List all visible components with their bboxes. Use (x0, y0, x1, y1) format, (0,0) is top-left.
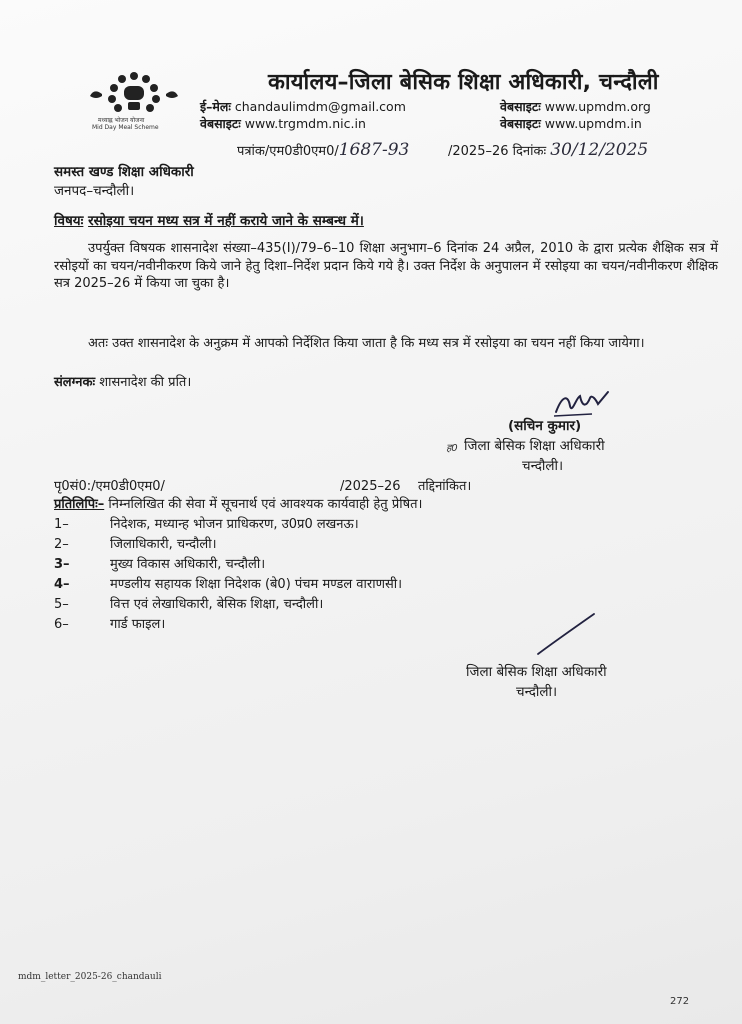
list-item-number: 4– (54, 577, 70, 592)
signatory-2-place: चन्दौली। (516, 684, 558, 700)
signatory-place: चन्दौली। (522, 458, 564, 474)
signature-1 (552, 386, 612, 420)
date-line (448, 140, 648, 160)
handwritten-date: 30/12/2025 (550, 140, 649, 160)
subject-line (54, 211, 364, 229)
body-paragraph-1: उपर्युक्त विषयक शासनादेश संख्या–435(I)/79–6–10 शिक्षा अनुभाग–6 दिनांक 24 अप्रैल, 2010 के द्वारा प्रत्येक शैक्षिक सत्र में रसोइयों का चयन/नवीनीकरण किये जाने हेतु दिशा–निर्देश प्रदान किये गये है। उक्त निर्देश के अनुपालन में रसोइया का चयन/नवीनीकरण शैक्षिक सत्र 2025–26 में किया जा चुका है। (54, 241, 718, 291)
addressee-line-1: समस्त खण्ड शिक्षा अधिकारी (54, 164, 194, 180)
office-title: कार्यालय–जिला बेसिक शिक्षा अधिकारी, चन्दौली (268, 70, 659, 95)
signatory-designation: जिला बेसिक शिक्षा अधिकारी (464, 438, 605, 454)
copy-intro-line (54, 496, 422, 514)
list-item (54, 516, 359, 534)
enclosure-label: संलग्नकः (54, 375, 96, 390)
list-item-text: मण्डलीय सहायक शिक्षा निदेशक (बे0) पंचम मण्डल वाराणसी। (110, 577, 403, 592)
list-item-text: गार्ड फाइल। (110, 617, 166, 632)
list-item-number: 5– (54, 597, 69, 612)
copy-label: प्रतिलिपिः– (54, 497, 105, 512)
list-item-text: जिलाधिकारी, चन्दौली। (110, 537, 217, 552)
copy-intro: निम्नलिखित की सेवा में सूचनार्थ एवं आवश्यक कार्यवाही हेतु प्रेषित। (108, 497, 423, 512)
website-line-2 (500, 98, 651, 115)
subject-text: रसोइया चयन मध्य सत्र में नहीं कराये जाने के सम्बन्ध में। (88, 213, 364, 229)
list-item-number: 3– (54, 557, 70, 572)
list-item (54, 576, 402, 594)
initial-mark: ह0 (446, 443, 458, 454)
signatory-name: (सचिन कुमार) (508, 418, 582, 434)
email-address: chandaulimdm@gmail.com (234, 99, 406, 114)
list-item (54, 616, 165, 634)
list-item-text: मुख्य विकास अधिकारी, चन्दौली। (110, 557, 266, 572)
enclosure-line (54, 374, 191, 392)
patrank-label: पत्रांक/एम0डी0एम0/ (237, 144, 339, 159)
list-item (54, 536, 217, 554)
list-item-number: 2– (54, 537, 69, 552)
website-url-1: www.trgmdm.nic.in (244, 116, 366, 131)
list-item (54, 556, 265, 574)
email-label: ई–मेलः (200, 99, 231, 114)
copy-ref-year: /2025–26 (340, 479, 401, 494)
enclosure-text: शासनादेश की प्रति। (99, 375, 192, 390)
signatory-2-designation: जिला बेसिक शिक्षा अधिकारी (466, 664, 607, 680)
copy-ref-prefix: पृ0सं0:/एम0डी0एम0/ (54, 479, 165, 494)
signature-2 (534, 612, 598, 658)
list-item-number: 1– (54, 517, 69, 532)
website-label-2: वेबसाइटः (500, 99, 541, 114)
patrank-number: 1687-93 (338, 140, 410, 160)
list-item-number: 6– (54, 617, 69, 632)
website-url-3: www.upmdm.in (544, 116, 642, 131)
website-label-1: वेबसाइटः (200, 116, 241, 131)
website-line-1 (200, 115, 366, 132)
copy-ref-dated: तद्दिनांकित। (418, 479, 472, 494)
page-number: 272 (670, 996, 690, 1007)
addressee-line-2: जनपद–चन्दौली। (54, 183, 135, 199)
website-url-2: www.upmdm.org (544, 99, 651, 114)
reference-line (237, 140, 409, 160)
subject-label: विषयः (54, 213, 84, 229)
website-line-3 (500, 115, 642, 132)
list-item-text: निदेशक, मध्यान्ह भोजन प्राधिकरण, उ0प्र0 लखनऊ। (110, 517, 359, 532)
logo-hindi-text: मध्याह्न भोजन योजना (98, 117, 145, 124)
document-filename: mdm_letter_2025-26_chandauli (18, 972, 162, 982)
logo-english-text: Mid Day Meal Scheme (92, 124, 159, 131)
list-item (54, 596, 323, 614)
list-item-text: वित्त एवं लेखाधिकारी, बेसिक शिक्षा, चन्दौली। (110, 597, 324, 612)
website-label-3: वेबसाइटः (500, 116, 541, 131)
year-date-label: /2025–26 दिनांकः (448, 144, 547, 159)
body-paragraph-2: अतः उक्त शासनादेश के अनुक्रम में आपको निर्देशित किया जाता है कि मध्य सत्र में रसोइया का चयन नहीं किया जायेगा। (88, 336, 645, 351)
email-line (200, 98, 406, 115)
